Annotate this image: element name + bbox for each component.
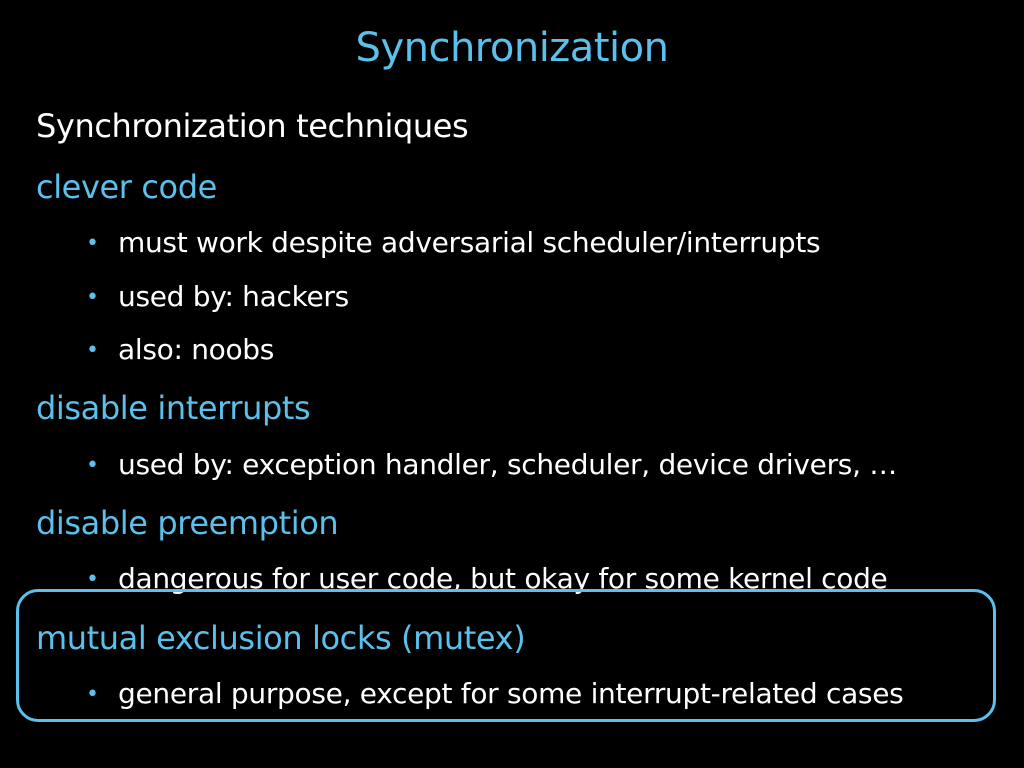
- section-heading-disable-preemption: disable preemption: [36, 504, 339, 542]
- bullet-icon: •: [86, 338, 99, 363]
- bullet-text: also: noobs: [118, 333, 275, 366]
- section-heading-clever-code: clever code: [36, 168, 217, 206]
- slide-title: Synchronization: [355, 25, 669, 71]
- section-heading-disable-interrupts: disable interrupts: [36, 389, 311, 427]
- bullet-item: [86, 332, 274, 369]
- bullet-text: used by: hackers: [118, 280, 349, 313]
- bullet-text: general purpose, except for some interrupt-related cases: [118, 677, 904, 710]
- section-heading-mutex: mutual exclusion locks (mutex): [36, 619, 526, 657]
- bullet-item: [86, 447, 897, 484]
- bullet-item: [86, 676, 903, 713]
- bullet-item: [86, 279, 349, 316]
- bullet-icon: •: [86, 682, 99, 707]
- intro-heading: Synchronization techniques: [36, 107, 469, 145]
- bullet-icon: •: [86, 453, 99, 478]
- bullet-icon: •: [86, 285, 99, 310]
- bullet-icon: •: [86, 231, 99, 256]
- bullet-text: must work despite adversarial scheduler/interrupts: [118, 226, 821, 259]
- bullet-item: [86, 225, 820, 262]
- bullet-text: dangerous for user code, but okay for some kernel code: [118, 562, 888, 595]
- bullet-text: used by: exception handler, scheduler, device drivers, …: [118, 448, 897, 481]
- bullet-icon: •: [86, 567, 99, 592]
